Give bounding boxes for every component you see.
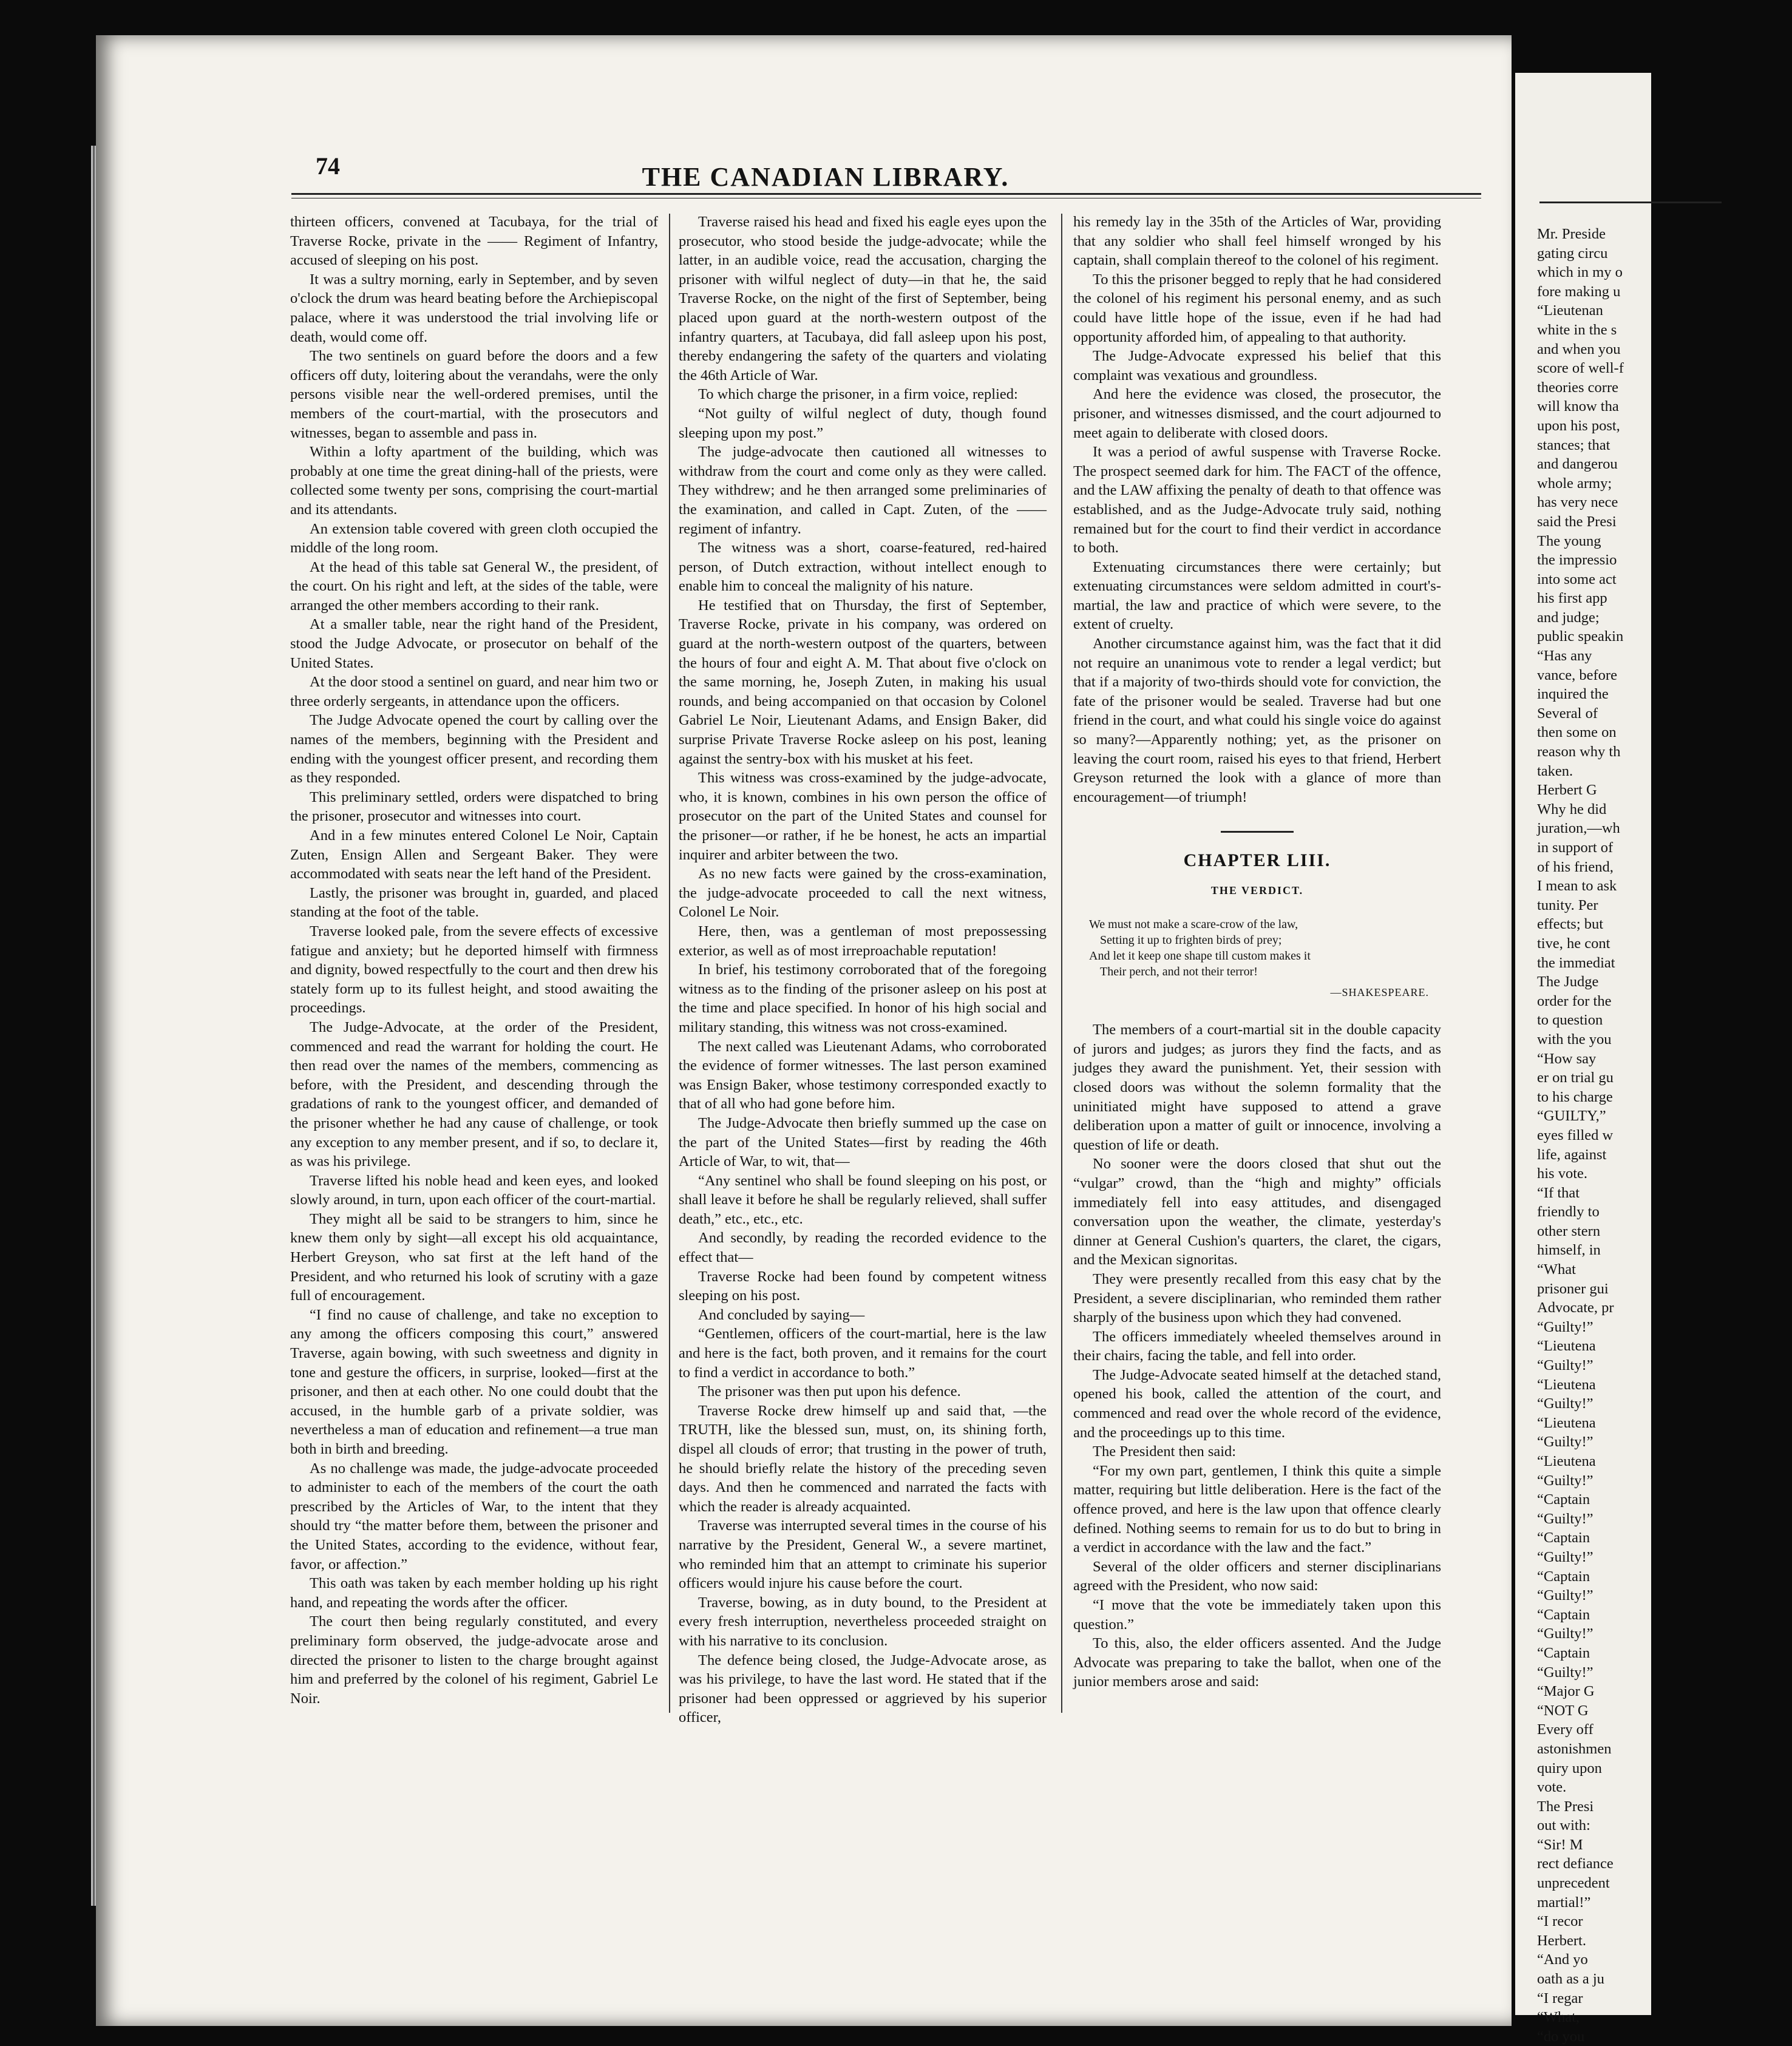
paragraph: Traverse, bowing, as in duty bound, to the President at every fresh interruption, nevertheless proceeded straight on with his narrative to its conclusion. [679,1594,1047,1649]
paragraph: The members of a court-martial sit in the double capacity of jurors and judges; as jurors they find the facts, and as judges they award the punishment. Yet, their session with closed doors was without the solemn formality that the uninitiated might have supposed to attend a grave deliberation upon a matter of guilt or innocence, involving a question of life or death. [1073,1021,1441,1153]
epigraph-line: Their perch, and not their terror! [1100,964,1258,978]
text-line-fragment: “How say [1537,1050,1597,1067]
text-line-fragment: of his friend, [1537,858,1614,875]
text-line-fragment: with the you [1537,1031,1612,1048]
text-line-fragment: the impressio [1537,552,1617,569]
paragraph: In brief, his testimony corroborated that of the foregoing witness as to the finding of the prisoner asleep on his post at the time and place specified. In honor of his high social and military standing, this witness was not cross-examined. [679,961,1047,1035]
text-line-fragment: tunity. Per [1537,896,1598,913]
text-line-fragment: “Captain [1537,1491,1590,1508]
text-line-fragment: astonishmen [1537,1740,1612,1757]
epigraph-line: And let it keep one shape till custom makes it [1089,949,1311,963]
paragraph: thirteen officers, convened at Tacubaya, for the trial of Traverse Rocke, private in the —— Regiment of Infantry, accused of sleeping on his post. [290,214,658,269]
paragraph: At the door stood a sentinel on guard, and near him two or three orderly sergeants, in attendance upon the officers. [290,674,658,710]
paragraph: his remedy lay in the 35th of the Articles of War, providing that any soldier who shall feel himself wronged by his captain, shall complain thereof to the colonel of his regiment. [1073,214,1441,269]
text-line-fragment: prisoner gui [1537,1280,1609,1297]
text-line-fragment: inquired the [1537,686,1609,703]
text-line-fragment: taken. [1537,762,1573,779]
paragraph: Several of the older officers and sterner disciplinarians agreed with the President, who now said: [1073,1558,1441,1594]
text-line-fragment: “Captain [1537,1644,1590,1661]
paragraph: Traverse raised his head and fixed his eagle eyes upon the prosecutor, who stood beside the judge-advocate; while the latter, in an audible voice, read the accusation, charging the prisoner with wilful neglect of duty—in that he, the said Traverse Rocke, on the night of the first of September, being placed upon guard at the north-western outpost of the infantry quarters, at Tacubaya, did fall asleep upon his post, thereby endangering the safety of the quarters and violating the 46th Article of War. [679,214,1047,384]
text-line-fragment: friendly to [1537,1204,1600,1221]
text-line-fragment: into some act [1537,571,1617,588]
paragraph: And concluded by saying— [698,1306,865,1323]
text-line-fragment: “Lieutena [1537,1338,1596,1355]
text-line-fragment: upon his post, [1537,417,1620,434]
paragraph: Lastly, the prisoner was brought in, guarded, and placed standing at the foot of the table. [290,884,658,921]
text-line-fragment: Mr. Preside [1537,226,1606,242]
text-column-1 [290,212,658,1707]
paragraph: This preliminary settled, orders were dispatched to bring the prisoner, prosecutor and witnesses into court. [290,788,658,825]
paragraph: “I find no cause of challenge, and take no exception to any among the officers composing this court,” answered Traverse, again bowing, with such sweetness and dignity in tone and gesture the officers, in surprise, looked—first at the prisoner, and then at each other. No one could doubt that the accused, in the humble garb of a private soldier, was nevertheless a man of education and refinement—a true man both in birth and breeding. [290,1306,658,1457]
text-line-fragment: “Sir! M [1537,1836,1583,1853]
paragraph: An extension table covered with green cloth occupied the middle of the long room. [290,520,658,557]
text-line-fragment: theories corre [1537,379,1618,396]
epigraph-line: We must not make a scare-crow of the law, [1089,917,1298,931]
text-line-fragment: and dangerou [1537,456,1618,473]
text-line-fragment: eyes filled w [1537,1126,1614,1143]
text-line-fragment: and judge; [1537,609,1600,626]
text-line-fragment: effects; but [1537,916,1604,933]
text-line-fragment: “If that [1537,1184,1580,1201]
text-line-fragment: “And yo [1537,1951,1588,1968]
paragraph: No sooner were the doors closed that shut out the “vulgar” crowd, than the “high and mighty” officials immediately fell into easy attitudes, and disengaged conversation upon the weather, the climate, yesterday's dinner at General Cushion's quarters, the claret, the cigars, and the Mexican signoritas. [1073,1156,1441,1269]
paragraph: The judge-advocate then cautioned all witnesses to withdraw from the court and come only as they were called. They withdrew; and he then arranged some preliminaries of the examination, and called in Capt. Zuten, of the —— regiment of infantry. [679,444,1047,537]
text-line-fragment: Herbert G [1537,782,1597,799]
text-line-fragment: “Guilty!” [1537,1472,1593,1489]
text-line-fragment: other stern [1537,1222,1601,1239]
text-line-fragment: stances; that [1537,436,1610,453]
header-rule-thick [291,193,1481,195]
chapter-subtitle: THE VERDICT. [1210,884,1304,896]
paragraph: And here the evidence was closed, the prosecutor, the prisoner, and witnesses dismissed, and the court adjourned to meet again to deliberate with closed doors. [1073,386,1441,441]
text-line-fragment: then some on [1537,724,1617,741]
text-line-fragment: “NOT G [1537,1702,1589,1719]
paragraph: The Judge-Advocate seated himself at the detached stand, opened his book, called the attention of the court, and commenced and read over the whole record of the evidence, and the proceedings up to this time. [1073,1366,1441,1441]
paragraph: They were presently recalled from this easy chat by the President, a severe disciplinarian, who reminded them rather sharply of the business upon which they had convened. [1073,1270,1441,1326]
paragraph: To this, also, the elder officers assented. And the Judge Advocate was preparing to take the ballot, when one of the junior members arose and said: [1073,1635,1441,1690]
chapter-separator [1221,831,1294,833]
epigraph-source: —SHAKESPEARE. [1330,986,1429,998]
text-line-fragment: Several of [1537,705,1598,722]
text-line-fragment: the immediat [1537,954,1615,971]
text-line-fragment: “Captain [1537,1529,1590,1546]
text-line-fragment: to question [1537,1012,1603,1029]
text-line-fragment: “Guilty!” [1537,1625,1593,1642]
text-line-fragment: himself, in [1537,1242,1601,1259]
paragraph: At the head of this table sat General W., the president, of the court. On his right and left, at the sides of the table, were arranged the other members according to their rank. [290,558,658,614]
text-line-fragment: “I recor [1537,1913,1583,1930]
text-line-fragment: his first app [1537,590,1607,607]
text-line-fragment: unprecedent [1537,1875,1610,1892]
paragraph: “For my own part, gentlemen, I think this quite a simple matter, requiring but little deliberation. Here is the fact of the offence proved, and here is the law upon that offence clearly defined. Nothing seems to remain for us to do but to bring in a verdict in accordance with the law and the fact.” [1073,1462,1441,1556]
paragraph: As no challenge was made, the judge-advocate proceeded to administer to each of the members of the court the oath prescribed by the Articles of War, to the intent that they should try “the matter before them, between the prisoner and the United States, according to the evidence, without fear, favor, or affection.” [290,1460,658,1573]
text-line-fragment: vance, before [1537,666,1617,683]
paragraph: “Gentlemen, officers of the court-martial, here is the law and here is the fact, both proven, and it remains for the court to find a verdict in accordance to both.” [679,1326,1047,1381]
text-line-fragment: The Presi [1537,1798,1594,1815]
text-line-fragment: tive, he cont [1537,935,1610,952]
text-line-fragment: and when you [1537,340,1621,357]
text-line-fragment: “Lieutena [1537,1453,1596,1469]
text-line-fragment: in support of [1537,839,1614,856]
text-line-fragment: order for the [1537,992,1612,1009]
text-line-fragment: score of well-f [1537,360,1624,377]
paragraph: Traverse was interrupted several times in the course of his narrative by the President, General W., a severe martinet, who reminded him that an attempt to criminate his superior officers would injure his cause before the court. [679,1517,1047,1592]
text-line-fragment: Advocate, pr [1537,1299,1614,1316]
text-line-fragment: whole army; [1537,475,1612,492]
paragraph: It was a sultry morning, early in September, and by seven o'clock the drum was heard beating before the Archiepiscopal palace, where it was understood the trial involving life or death, would come off. [290,271,658,345]
text-line-fragment: Herbert. [1537,1932,1586,1949]
book-page-right [1515,73,1651,2045]
text-line-fragment: “Captain [1537,1568,1590,1585]
column-divider [669,214,670,1713]
text-line-fragment: “Guilty!” [1537,1510,1593,1527]
text-line-fragment: “Guilty!” [1537,1587,1593,1604]
text-line-fragment: “Guilty!” [1537,1318,1593,1335]
text-column-3 [1073,212,1441,1690]
text-line-fragment: The young [1537,532,1601,549]
text-line-fragment: gating circu [1537,245,1608,262]
text-line-fragment: “Lieutena [1537,1376,1596,1393]
text-line-fragment: “Captain [1537,1606,1590,1623]
text-line-fragment: will know tha [1537,398,1619,415]
column-divider [1061,214,1062,1713]
text-line-fragment: er on trial gu [1537,1069,1614,1086]
paragraph: The Judge-Advocate, at the order of the President, commenced and read the warrant for holding the court. He then read over the names of the members, commencing as before, with the President, and descending through the gradations of rank to the youngest officer, and demanded of the prisoner whether he had any cause of challenge, or took any exception to any member present, and if so, to declare it, as was his privilege. [290,1018,658,1170]
text-line-fragment: life, against [1537,1146,1607,1163]
paragraph: The Judge-Advocate expressed his belief that this complaint was vexatious and groundless. [1073,348,1441,384]
text-line-fragment: “Lieutena [1537,1414,1596,1431]
paragraph: This oath was taken by each member holding up his right hand, and repeating the words after the officer. [290,1575,658,1611]
text-line-fragment: “Guilty!” [1537,1434,1593,1451]
paragraph: The prisoner was then put upon his defence. [698,1383,961,1400]
chapter-title: CHAPTER LIII. [1183,850,1331,871]
paragraph: The Judge Advocate opened the court by calling over the names of the members, beginning with the President and ending with the youngest officer present, and recording them as they responded. [290,712,658,787]
text-line-fragment: out with: [1537,1817,1590,1834]
text-line-fragment: which in my o [1537,264,1623,281]
text-line-fragment: quiry upon [1537,1760,1602,1777]
epigraph [1089,916,1423,980]
paragraph: And in a few minutes entered Colonel Le Noir, Captain Zuten, Ensign Allen and Sergeant Baker. They were accommodated with seats near the left hand of the President. [290,827,658,882]
text-line-fragment: “Major G [1537,1683,1595,1700]
paragraph: The witness was a short, coarse-featured, red-haired person, of Dutch extraction, without intellect enough to enable him to conceal the malignity of his nature. [679,540,1047,595]
text-line-fragment: public speakin [1537,628,1624,645]
text-line-fragment: “GUILTY,” [1537,1108,1606,1125]
paragraph: Traverse Rocke had been found by competent witness sleeping on his post. [679,1268,1047,1304]
paragraph: The defence being closed, the Judge-Advocate arose, as was his privilege, to have the last word. He stated that if the prisoner had been oppressed or aggrieved by his superior officer, [679,1651,1047,1726]
epigraph-line: Setting it up to frighten birds of prey; [1100,933,1282,947]
text-line-fragment: white in the s [1537,321,1617,338]
text-line-fragment: has very nece [1537,494,1618,511]
text-line-fragment: martial!” [1537,1894,1591,1911]
text-line-fragment: his vote. [1537,1165,1588,1182]
text-line-fragment: said the Presi [1537,513,1617,530]
paragraph: At a smaller table, near the right hand of the President, stood the Judge Advocate, or prosecutor on behalf of the United States. [290,616,658,671]
paragraph: Extenuating circumstances there were certainly; but extenuating circumstances were seldom admitted in court's-martial, the law and practice of which were severe, to the extent of cruelty. [1073,558,1441,633]
paragraph: Another circumstance against him, was the fact that it did not require an unanimous vote to render a legal verdict; but that if a majority of two-thirds should vote for conviction, the fate of the prisoner would be sealed. Traverse had but one friend in the court, and what could his single voice do against so many?—Apparently nothing; yet, as the prisoner on leaving the court room, raised his eyes to that friend, Herbert Greyson returned the look with a glance of more than encouragement—of triumph! [1073,635,1441,805]
text-line-fragment: “What [1537,1261,1576,1278]
text-line-fragment: oath as a ju [1537,1971,1604,1988]
paragraph: As no new facts were gained by the cross-examination, the judge-advocate proceeded to call the next witness, Colonel Le Noir. [679,865,1047,921]
text-line-fragment: “Guilty!” [1537,1664,1593,1681]
paragraph: Traverse Rocke drew himself up and said that, —the TRUTH, like the blessed sun, must, on, its shining forth, dispel all clouds of error; that trusting in the power of truth, he should briefly relate the history of the preceding seven days. And then he commenced and narrated the facts with which the reader is already acquainted. [679,1402,1047,1515]
paragraph: He testified that on Thursday, the first of September, Traverse Rocke, private in his company, was ordered on guard at the north-western outpost of the quarters, between the hours of four and eight A. M. That about five o'clock on the same morning, he, Joseph Zuten, in making his usual rounds, and being accompanied on that occasion by Colonel Gabriel Le Noir, Lieutenant Adams, and Ensign Baker, did surprise Private Traverse Rocke asleep on his post, leaning against the sentry-box with his musket at his feet. [679,597,1047,767]
paragraph: They might all be said to be strangers to him, since he knew them only by sight—all except his old acquaintance, Herbert Greyson, who sat first at the left hand of the President, and who returned his look of scrutiny with a gaze full of encouragement. [290,1210,658,1304]
text-line-fragment: “I regar [1537,1990,1583,2007]
right-page-column [1537,225,1792,2046]
text-line-fragment: rect defiance [1537,1855,1614,1872]
page-number: 74 [316,152,340,180]
paragraph: “Any sentinel who shall be found sleeping on his post, or shall leave it before he shall be regularly relieved, shall suffer death,” etc., etc., etc. [679,1172,1047,1227]
paragraph: Traverse lifted his noble head and keen eyes, and looked slowly around, in turn, upon each officer of the court-martial. [290,1172,658,1208]
running-title: THE CANADIAN LIBRARY. [642,162,1010,192]
text-line-fragment: Why he did [1537,801,1607,818]
paragraph: The Judge-Advocate then briefly summed up the case on the part of the United States—first by reading the 46th Article of War, to wit, that— [679,1114,1047,1170]
text-line-fragment: “Guilty!” [1537,1548,1593,1565]
text-line-fragment: “do you [1537,2028,1585,2045]
paragraph: Here, then, was a gentleman of most prepossessing exterior, as well as of most irreproachable reputation! [679,923,1047,959]
paragraph: It was a period of awful suspense with Traverse Rocke. The prospect seemed dark for him. The FACT of the offence, and the LAW affixing the penalty of death to that offence was established, and as the Judge-Advocate truly said, nothing remained but for the court to find their verdict in accordance to both. [1073,444,1441,557]
text-line-fragment: fore making u [1537,283,1621,300]
paragraph: The President then said: [1093,1443,1237,1460]
paragraph: To which charge the prisoner, in a firm voice, replied: [698,386,1018,403]
paragraph: This witness was cross-examined by the judge-advocate, who, it is known, combines in his own person the office of prosecutor on the part of the United States and counsel for the prisoner—or rather, if he be honest, he acts an impartial inquirer and arbiter between the two. [679,770,1047,863]
paragraph: The officers immediately wheeled themselves around in their chairs, facing the table, and fell into order. [1073,1328,1441,1364]
paragraph: Within a lofty apartment of the building, which was probably at one time the great dining-hall of the priests, were collected some twenty per sons, comprising the court-martial and its attendants. [290,444,658,518]
text-line-fragment: Every off [1537,1721,1593,1738]
paragraph: “I move that the vote be immediately taken upon this question.” [1073,1597,1441,1633]
text-line-fragment: I mean to ask [1537,878,1617,895]
text-line-fragment: juration,—wh [1537,820,1620,837]
paragraph: The next called was Lieutenant Adams, who corroborated the evidence of former witnesses. The last person examined was Ensign Baker, whose testimony corresponded exactly to that of all who had gone before him. [679,1038,1047,1113]
paragraph: And secondly, by reading the recorded evidence to the effect that— [679,1230,1047,1266]
paragraph: Traverse looked pale, from the severe effects of excessive fatigue and anxiety; but he deported himself with firmness and dignity, bowed respectfully to the court and then drew his stately form up to its fullest height, and stood awaiting the proceedings. [290,923,658,1017]
text-line-fragment: “Has any [1537,648,1592,665]
text-line-fragment: The Judge [1537,974,1599,991]
paragraph: “Not guilty of wilful neglect of duty, though found sleeping upon my post.” [679,405,1047,441]
text-line-fragment: “Guilty!” [1537,1395,1593,1412]
paragraph: The two sentinels on guard before the doors and a few officers off duty, loitering about the verandahs, were the only persons visible near the well-ordered premises, until the members of the court-martial, with the prosecutors and witnesses, began to assemble and pass in. [290,348,658,441]
text-line-fragment: “Lieutenan [1537,302,1603,319]
text-line-fragment: vote. [1537,1779,1567,1796]
paragraph: To this the prisoner begged to reply that he had considered the colonel of his regiment his personal enemy, and as such could have little hope of the issue, even if he had had opportunity afforded him, of appealing to that authority. [1073,271,1441,345]
text-line-fragment: to his charge [1537,1088,1613,1105]
right-page-rule [1539,202,1722,203]
text-line-fragment: reason why th [1537,744,1621,760]
text-line-fragment: “What, [1537,2009,1580,2026]
text-line-fragment: “Guilty!” [1537,1357,1593,1374]
paragraph: The court then being regularly constituted, and every preliminary form observed, the judge-advocate arose and directed the prisoner to listen to the charge brought against him and preferred by the colonel of his regiment, Gabriel Le Noir. [290,1613,658,1707]
text-column-2 [679,212,1047,1726]
